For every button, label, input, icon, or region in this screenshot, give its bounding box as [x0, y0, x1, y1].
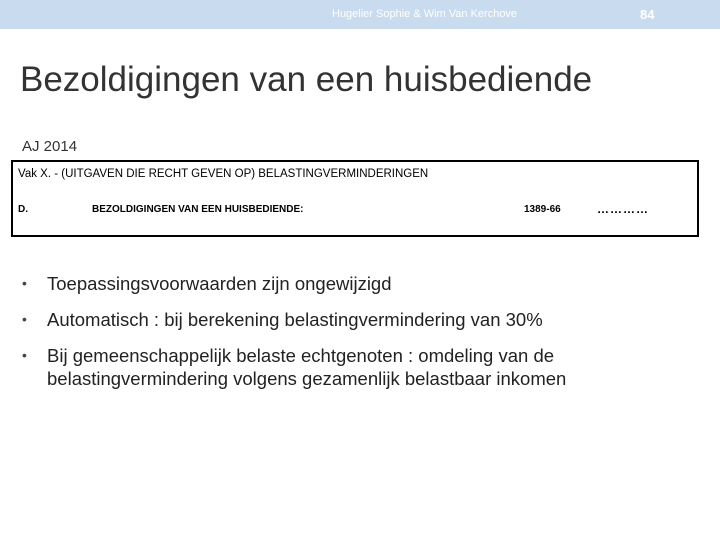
- list-item: [22, 344, 702, 390]
- form-section-header: Vak X. - (UITGAVEN DIE RECHT GEVEN OP) BELASTINGVERMINDERINGEN: [18, 168, 429, 180]
- list-item: [22, 308, 702, 331]
- header-bar: [0, 0, 720, 29]
- author-text: Hugelier Sophie & Wim Van Kerchove: [332, 8, 518, 20]
- tax-form-excerpt: [11, 160, 699, 237]
- form-row-code: D.: [18, 204, 28, 215]
- slide-subtitle: AJ 2014: [22, 138, 78, 155]
- bullet-text: Toepassingsvoorwaarden zijn ongewijzigd: [47, 273, 392, 294]
- page-number: 84: [640, 7, 655, 22]
- bullet-dot-icon: •: [22, 347, 27, 363]
- slide-title: Bezoldigingen van een huisbediende: [20, 60, 593, 99]
- bullet-text: Bij gemeenschappelijk belaste echtgenoten : omdeling van de belastingvermindering volgens gezamenlijk belastbaar inkomen: [47, 345, 567, 389]
- form-row-field: …………: [597, 202, 649, 216]
- list-item: [22, 272, 702, 295]
- form-row-label: BEZOLDIGINGEN VAN EEN HUISBEDIENDE:: [92, 204, 304, 215]
- bullet-dot-icon: •: [22, 275, 27, 291]
- bullet-dot-icon: •: [22, 311, 27, 327]
- bullet-list: [22, 272, 702, 403]
- bullet-text: Automatisch : bij berekening belastingvermindering van 30%: [47, 309, 543, 330]
- form-row-reference: 1389-66: [524, 204, 561, 215]
